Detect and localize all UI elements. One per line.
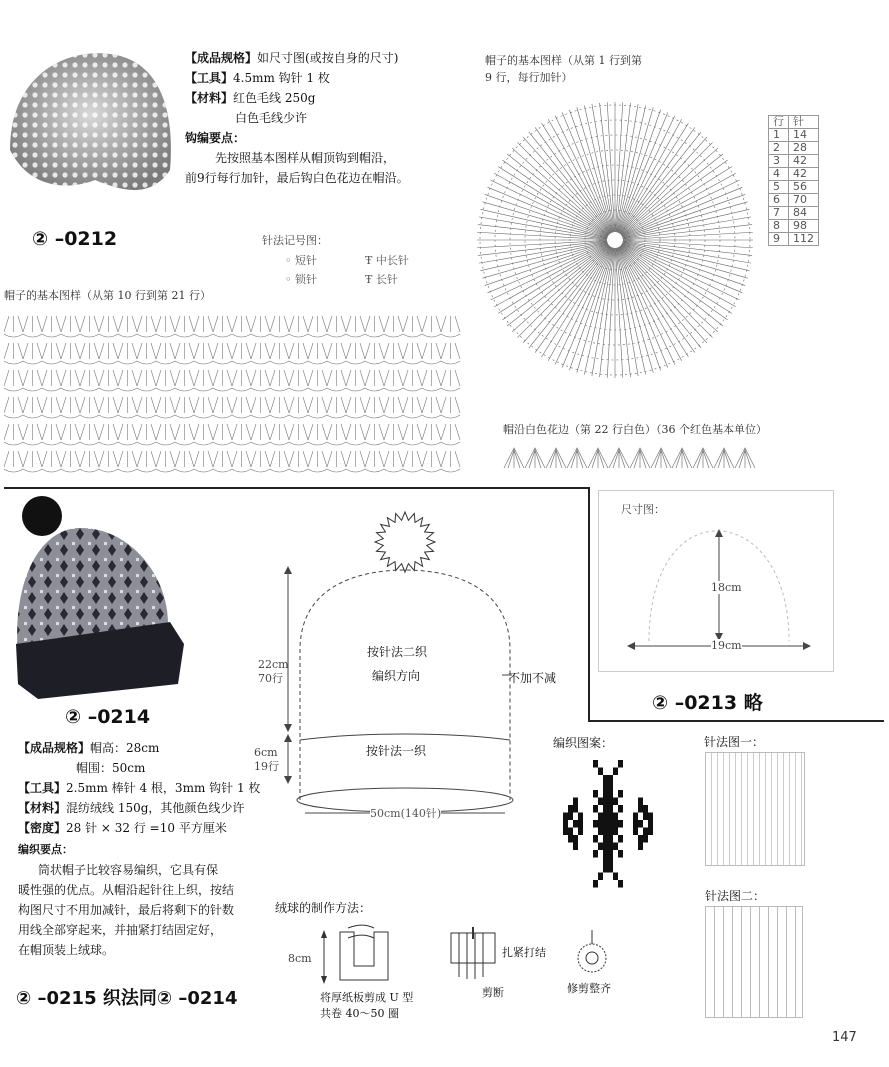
colorwork-pattern [553, 755, 663, 890]
table-row [769, 207, 819, 220]
symbols-title: 针法记号图： [262, 234, 328, 247]
edge-title: 帽沿白色花边（第 22 行白色）（36 个红色基本单位） [503, 423, 767, 436]
pompom-tie-diagram [445, 925, 505, 985]
spec-line: 【成品规格】如尺寸图(或按自身的尺寸) [185, 51, 399, 65]
pompom-title: 绒球的制作方法： [275, 901, 372, 915]
tool-line: 【工具】4.5mm 钩针 1 枚 [185, 71, 330, 85]
table-row [769, 181, 819, 194]
stitch1-title: 针法图一： [704, 735, 765, 749]
points-line-1: 先按照基本图样从帽顶钩到帽沿， [215, 151, 396, 165]
spec-0214: 【成品规格】帽高：28cm [18, 741, 160, 755]
code-0215: ② –0215 织法同② –0214 [16, 988, 238, 1009]
stitch-count-table [768, 115, 819, 246]
method2-label: 按针法二织 [367, 645, 428, 659]
stitch-count: 70 [789, 194, 819, 207]
row-number: 7 [769, 207, 789, 220]
spec-0214-2: 帽围：50cm [76, 761, 146, 775]
stitch-count: 42 [789, 155, 819, 168]
row-number: 5 [769, 181, 789, 194]
stitch-count: 42 [789, 168, 819, 181]
pompom-trim: 修剪整齐 [567, 982, 611, 995]
divider-right [588, 720, 884, 722]
pompom-size: 8cm [288, 952, 312, 965]
pompom-cut: 剪断 [482, 986, 504, 999]
material-line-2: 白色毛线少许 [235, 111, 308, 125]
points-0214-1: 筒状帽子比较容易编织，它具有保 [38, 863, 219, 877]
stitch2-title: 针法图二： [705, 889, 766, 903]
stitch-chart-1 [705, 752, 805, 866]
hat-photo-0214 [8, 494, 188, 704]
row-number: 3 [769, 155, 789, 168]
method1-label: 按针法一织 [366, 744, 427, 758]
table-row [769, 155, 819, 168]
size-width: 19cm [711, 639, 742, 652]
hat-photo-0212 [0, 40, 180, 220]
pattern-title: 编织图案： [553, 736, 614, 750]
page-number: 147 [832, 1030, 857, 1045]
tool-0214: 【工具】2.5mm 棒针 4 根，3mm 钩针 1 枚 [18, 781, 261, 795]
top-height: 22cm 70行 [258, 658, 289, 685]
points-title: 钩编要点： [185, 131, 246, 145]
points-0214-3: 构图尺寸不用加减针，最后将剩下的针数 [18, 903, 235, 917]
stitch-count: 84 [789, 207, 819, 220]
divider-vertical [588, 487, 590, 721]
table-row [769, 168, 819, 181]
crown-diagram [470, 95, 760, 385]
points-0214-2: 暖性强的优点。从帽沿起针往上织，按结 [18, 883, 235, 897]
bottom-height: 6cm 19行 [254, 746, 279, 773]
table-row [769, 220, 819, 233]
pompom-step1: 将厚纸板剪成 U 型 共卷 40～50 圈 [320, 991, 414, 1020]
row-number: 2 [769, 142, 789, 155]
points-0214-4: 用线全部穿起来，并抽紧打结固定好， [18, 923, 223, 937]
code-0214: ② –0214 [65, 706, 151, 728]
symbol-hdc: Ŧ 中长针 [365, 254, 409, 267]
base-label: 50cm(140针) [370, 807, 442, 820]
stitch-count: 112 [789, 233, 819, 246]
row-number: 4 [769, 168, 789, 181]
hat-construction-diagram [240, 500, 570, 830]
row-number: 1 [769, 129, 789, 142]
stitch-count: 28 [789, 142, 819, 155]
stitch-count: 56 [789, 181, 819, 194]
body-pattern-diagram [4, 308, 464, 478]
row-number: 9 [769, 233, 789, 246]
row-number: 6 [769, 194, 789, 207]
size-chart-title: 尺寸图： [621, 503, 665, 516]
edge-diagram [500, 442, 760, 472]
table-row [769, 142, 819, 155]
direction-label: 编织方向 [372, 669, 421, 683]
size-height: 18cm [711, 581, 742, 594]
material-0214: 【材料】混纺绒线 150g，其他颜色线少许 [18, 801, 245, 815]
stitch-count: 98 [789, 220, 819, 233]
pompom-tie: 扎紧打结 [502, 946, 546, 959]
symbols-legend [285, 252, 445, 287]
pompom-step1-diagram [318, 920, 398, 990]
symbol-dc: Ŧ 长针 [365, 273, 398, 286]
symbol-ch: ◦ 锁针 [285, 273, 317, 286]
density-0214: 【密度】28 针 × 32 行 =10 平方厘米 [18, 821, 227, 835]
body-pattern-title: 帽子的基本图样（从第 10 行到第 21 行） [4, 289, 211, 302]
points-line-2: 前9行每行加针，最后钩白色花边在帽沿。 [185, 171, 409, 185]
table-row [769, 129, 819, 142]
row-number: 8 [769, 220, 789, 233]
table-row [769, 233, 819, 246]
code-0213: ② –0213 略 [652, 692, 763, 714]
crown-title: 帽子的基本图样（从第 1 行到第 9 行，每行加针） [485, 54, 642, 84]
table-row [769, 194, 819, 207]
material-line: 【材料】红色毛线 250g [185, 91, 316, 105]
table-head-row: 行 [769, 116, 789, 129]
table-head-stitch: 针 [789, 116, 819, 129]
code-0212: ② –0212 [32, 228, 118, 250]
size-chart-box [598, 490, 834, 672]
stitch-count: 14 [789, 129, 819, 142]
pompom-ball-icon [572, 928, 612, 978]
symbol-sc: ◦ 短针 [285, 254, 317, 267]
points-0214-5: 在帽顶装上绒球。 [18, 943, 115, 957]
no-change-label: 不加不减 [508, 671, 557, 685]
stitch-chart-2 [705, 906, 803, 1018]
points-title-0214: 编织要点： [18, 843, 73, 856]
divider-top [4, 487, 590, 489]
